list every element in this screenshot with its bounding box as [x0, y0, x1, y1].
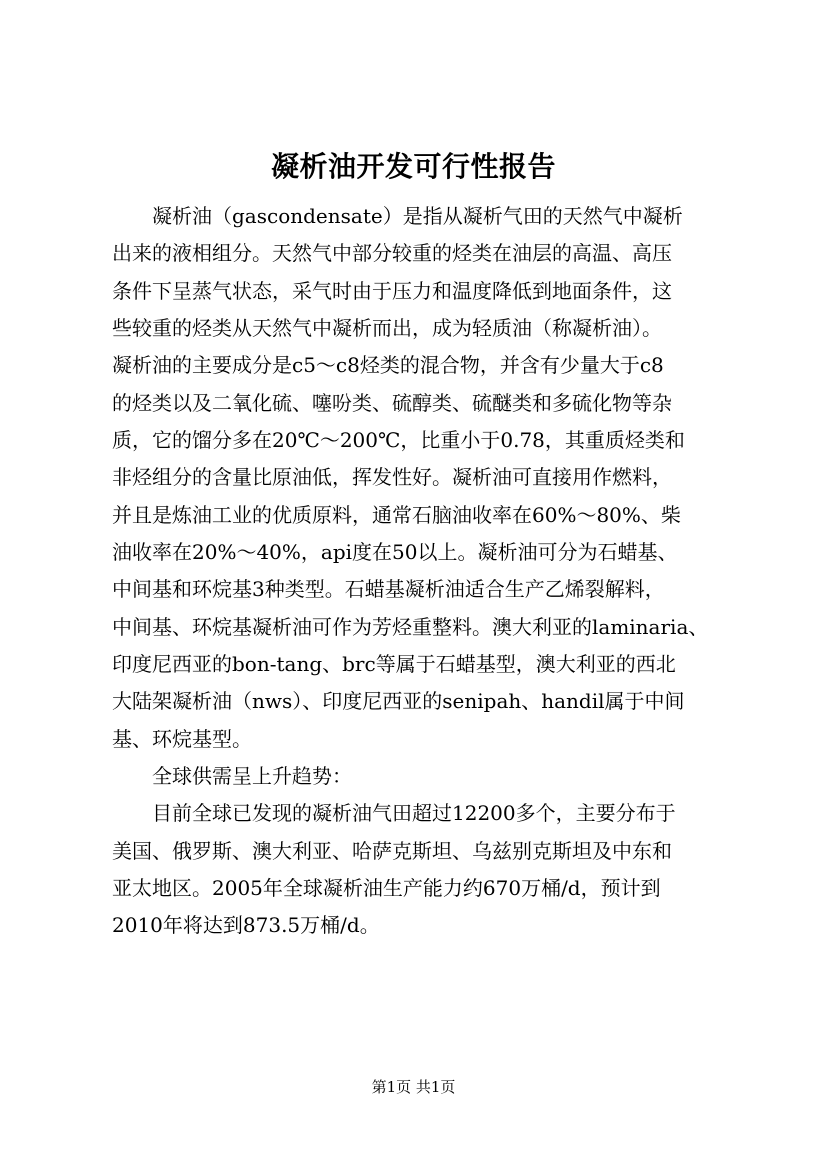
text-line-5: 凝析油的主要成分是c5～c8烃类的混合物，并含有少量大于c8 — [112, 353, 664, 377]
text-line-8: 非烃组分的含量比原油低，挥发性好。凝析油可直接用作燃料， — [112, 465, 672, 489]
text-line-12: 中间基、环烷基凝析油可作为芳烃重整料。澳大利亚的laminaria、 — [112, 615, 709, 639]
text-line-1: 凝析油（gascondensate）是指从凝析气田的天然气中凝析 — [112, 204, 683, 228]
text-line-18: 美国、俄罗斯、澳大利亚、哈萨克斯坦、乌兹别克斯坦及中东和 — [112, 839, 672, 863]
text-line-19: 亚太地区。2005年全球凝析油生产能力约670万桶/d，预计到 — [112, 876, 661, 900]
text-line-9: 并且是炼油工业的优质原料，通常石脑油收率在60%～80%、柴 — [112, 503, 681, 527]
text-line-4: 些较重的烃类从天然气中凝析而出，成为轻质油（称凝析油）。 — [112, 316, 662, 340]
text-line-11: 中间基和环烷基3种类型。石蜡基凝析油适合生产乙烯裂解料， — [112, 577, 665, 601]
text-line-6: 的烃类以及二氧化硫、噻吩类、硫醇类、硫醚类和多硫化物等杂 — [112, 391, 672, 415]
text-line-16: 全球供需呈上升趋势： — [112, 764, 352, 788]
text-line-13: 印度尼西亚的bon-tang、brc等属于石蜡基型，澳大利亚的西北 — [112, 652, 676, 676]
text-line-3: 条件下呈蒸气状态，采气时由于压力和温度降低到地面条件，这 — [112, 279, 672, 303]
text-line-15: 基、环烷基型。 — [112, 727, 252, 751]
text-line-2: 出来的液相组分。天然气中部分较重的烃类在油层的高温、高压 — [112, 241, 672, 265]
text-line-10: 油收率在20%～40%，api度在50以上。凝析油可分为石蜡基、 — [112, 540, 678, 564]
text-line-7: 质，它的馏分多在20℃～200℃，比重小于0.78，其重质烃类和 — [112, 428, 685, 452]
text-line-14: 大陆架凝析油（nws）、印度尼西亚的senipah、handil属于中间 — [112, 689, 685, 713]
page-title: 凝析油开发可行性报告 — [270, 150, 556, 183]
page-footer: 第1页 共1页 — [371, 1078, 456, 1096]
text-line-17: 目前全球已发现的凝析油气田超过12200多个，主要分布于 — [112, 801, 676, 825]
text-line-20: 2010年将达到873.5万桶/d。 — [112, 913, 380, 937]
